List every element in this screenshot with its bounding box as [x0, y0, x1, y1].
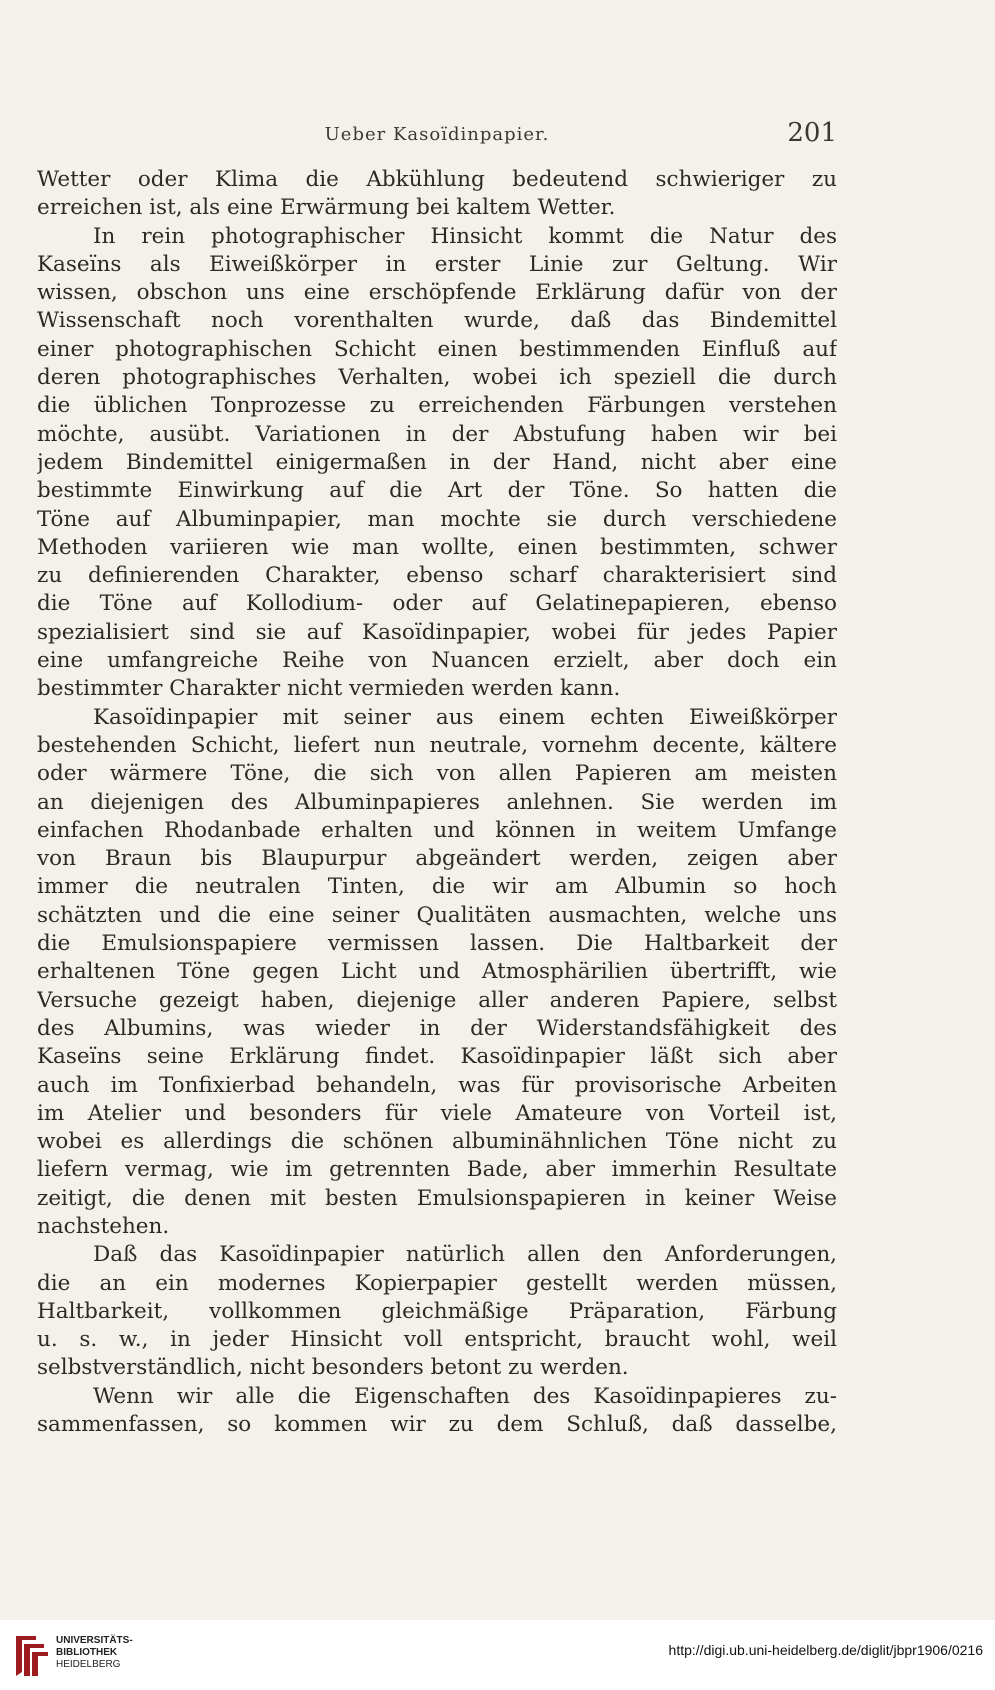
text-line: zu definierenden Charakter, ebenso scharf charakterisiert sind	[37, 563, 837, 589]
text-line: Daß das Kasoïdinpapier natürlich allen den Anforderungen,	[93, 1242, 837, 1268]
text-line: In rein photographischer Hinsicht kommt die Natur des	[93, 223, 837, 249]
text-line: Kaseïns seine Erklärung findet. Kasoïdinpapier läßt sich aber	[37, 1044, 837, 1070]
text-line: Versuche gezeigt haben, diejenige aller anderen Papiere, selbst	[37, 987, 837, 1013]
text-line: deren photographisches Verhalten, wobei ich speziell die durch	[37, 365, 837, 391]
text-line: erreichen ist, als eine Erwärmung bei kaltem Wetter.	[37, 195, 616, 221]
page-number: 201	[787, 118, 837, 148]
text-line: wobei es allerdings die schönen albuminähnlichen Töne nicht zu	[37, 1129, 837, 1155]
text-line: auch im Tonfixierbad behandeln, was für provisorische Arbeiten	[37, 1072, 837, 1098]
text-line: von Braun bis Blaupurpur abgeändert werden, zeigen aber	[37, 846, 837, 872]
text-line: selbstverständlich, nicht besonders betont zu werden.	[37, 1355, 629, 1381]
text-line: die Töne auf Kollodium- oder auf Gelatinepapieren, ebenso	[37, 591, 837, 617]
text-line: bestimmter Charakter nicht vermieden werden kann.	[37, 676, 621, 702]
text-line: immer die neutralen Tinten, die wir am Albumin so hoch	[37, 874, 837, 900]
text-line: einfachen Rhodanbade erhalten und können in weitem Umfange	[37, 817, 837, 843]
institution-line: HEIDELBERG	[56, 1659, 121, 1670]
text-line: im Atelier und besonders für viele Amateure von Vorteil ist,	[37, 1100, 837, 1126]
body-text	[37, 166, 837, 1439]
text-line: spezialisiert sind sie auf Kasoïdinpapier, wobei für jedes Papier	[37, 619, 837, 645]
text-line: Wetter oder Klima die Abkühlung bedeutend schwieriger zu	[37, 167, 837, 192]
text-line: liefern vermag, wie im getrennten Bade, aber immerhin Resultate	[37, 1157, 837, 1183]
text-line: bestimmte Einwirkung auf die Art der Töne. So hatten die	[37, 478, 837, 504]
text-line: die üblichen Tonprozesse zu erreichenden Färbungen verstehen	[37, 393, 837, 419]
text-line: Methoden variieren wie man wollte, einen bestimmten, schwer	[37, 534, 837, 560]
text-line: nachstehen.	[37, 1213, 170, 1239]
text-line: wissen, obschon uns eine erschöpfende Erklärung dafür von der	[37, 280, 837, 306]
text-line: möchte, ausübt. Variationen in der Abstufung haben wir bei	[37, 421, 837, 447]
text-line: schätzten und die eine seiner Qualitäten ausmachten, welche uns	[37, 902, 837, 928]
text-line: sammenfassen, so kommen wir zu dem Schluß, daß dasselbe,	[37, 1412, 837, 1438]
source-url-link[interactable]: http://digi.ub.uni-heidelberg.de/diglit/jbpr1906/0216	[668, 1642, 983, 1658]
text-line: erhaltenen Töne gegen Licht und Atmosphärilien übertrifft, wie	[37, 959, 837, 985]
institution-line: BIBLIOTHEK	[56, 1647, 118, 1658]
text-line: jedem Bindemittel einigermaßen in der Hand, nicht aber eine	[37, 449, 837, 475]
text-line: zeitigt, die denen mit besten Emulsionspapieren in keiner Weise	[37, 1185, 837, 1211]
text-line: einer photographischen Schicht einen bestimmenden Einfluß auf	[37, 336, 837, 362]
institution-line: UNIVERSITÄTS-	[56, 1635, 133, 1646]
text-line: Töne auf Albuminpapier, man mochte sie durch verschiedene	[37, 506, 837, 532]
text-line: bestehenden Schicht, liefert nun neutrale, vornehm decente, kältere	[37, 732, 837, 758]
digitization-footer	[0, 1620, 995, 1690]
text-line: eine umfangreiche Reihe von Nuancen erzielt, aber doch ein	[37, 648, 837, 674]
text-line: des Albumins, was wieder in der Widerstandsfähigkeit des	[37, 1015, 837, 1041]
page-header	[37, 118, 837, 152]
text-line: u. s. w., in jeder Hinsicht voll entspricht, braucht wohl, weil	[37, 1327, 837, 1353]
text-line: Kasoïdinpapier mit seiner aus einem echten Eiweißkörper	[93, 704, 837, 730]
text-line: Haltbarkeit, vollkommen gleichmäßige Präparation, Färbung	[37, 1298, 837, 1324]
running-title: Ueber Kasoïdinpapier.	[324, 124, 550, 145]
text-line: die Emulsionspapiere vermissen lassen. Die Haltbarkeit der	[37, 931, 837, 957]
text-line: Wenn wir alle die Eigenschaften des Kasoïdinpapieres zu-	[93, 1383, 837, 1409]
text-line: an diejenigen des Albuminpapieres anlehnen. Sie werden im	[37, 789, 837, 815]
text-line: die an ein modernes Kopierpapier gestellt werden müssen,	[37, 1270, 837, 1296]
ub-heidelberg-logo-icon	[10, 1632, 50, 1680]
institution-name	[56, 1635, 133, 1671]
text-line: Wissenschaft noch vorenthalten wurde, daß das Bindemittel	[37, 308, 837, 334]
text-line: oder wärmere Töne, die sich von allen Papieren am meisten	[37, 761, 837, 787]
text-line: Kaseïns als Eiweißkörper in erster Linie zur Geltung. Wir	[37, 251, 837, 277]
